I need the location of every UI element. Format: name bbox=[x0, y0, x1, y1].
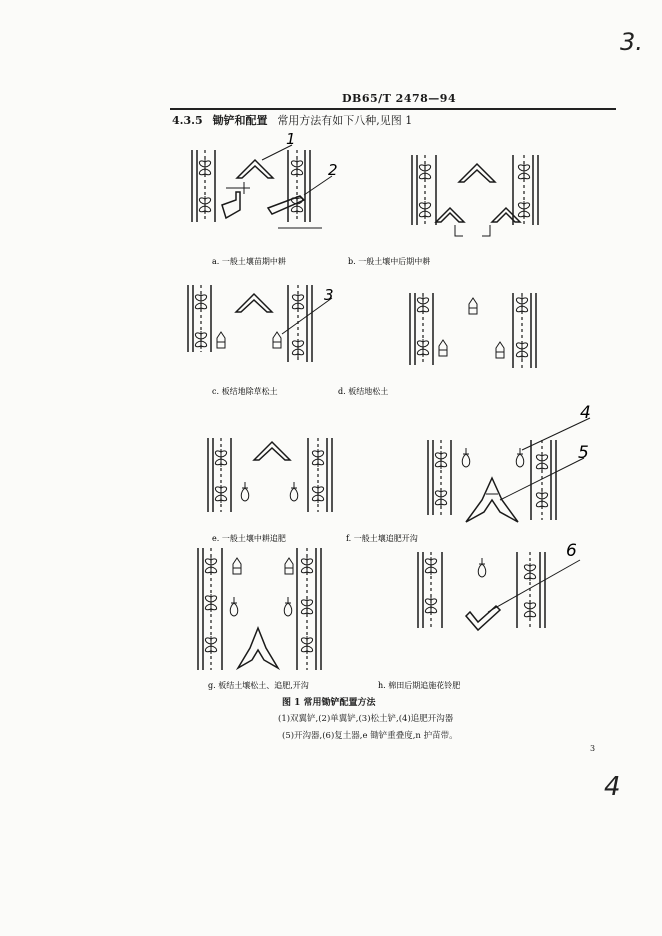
caption-d: d. 板结地松土 bbox=[338, 387, 389, 396]
section-text: 常用方法有如下八种,见图 1 bbox=[277, 114, 413, 127]
panel-a-diagram bbox=[192, 145, 332, 228]
single-wing-shovel-left bbox=[222, 192, 240, 218]
panel-c-diagram bbox=[188, 285, 332, 362]
page-number: 3 bbox=[590, 744, 596, 753]
figure-title: 图 1 常用锄铲配置方法 bbox=[282, 698, 376, 708]
caption-c: c. 板结地除草松土 bbox=[212, 387, 278, 396]
caption-f: f. 一般土壤追肥开沟 bbox=[346, 534, 418, 543]
standard-code-header: DB65/T 2478—94 bbox=[342, 92, 457, 105]
figure-legend-line-1: (1)双翼铲,(2)单翼铲,(3)松土铲,(4)追肥开沟器 bbox=[278, 714, 454, 724]
caption-a: a. 一般土壤苗期中耕 bbox=[212, 257, 286, 266]
figure-legend-line-2: (5)开沟器,(6)复土器,e 锄铲重叠度,n 护苗带。 bbox=[282, 731, 458, 741]
callout-1: 1 bbox=[286, 130, 296, 148]
callout-2: 2 bbox=[328, 161, 338, 179]
panel-g-diagram bbox=[198, 548, 321, 670]
callout-6: 6 bbox=[566, 541, 577, 561]
caption-h: h. 棉田后期追施花铃肥 bbox=[378, 681, 461, 690]
section-number: 4.3.5 bbox=[172, 114, 203, 127]
section-title: 锄铲和配置 bbox=[212, 114, 268, 127]
caption-e: e. 一般土壤中耕追肥 bbox=[212, 534, 286, 543]
callout-5: 5 bbox=[578, 443, 589, 463]
panel-d-diagram bbox=[410, 293, 536, 368]
callout-4: 4 bbox=[580, 403, 591, 423]
handwritten-bottom-mark: 4 bbox=[604, 772, 621, 802]
caption-g: g. 板结土壤松土、追肥,开沟 bbox=[208, 681, 309, 690]
panel-e-diagram bbox=[208, 438, 332, 512]
panel-h-diagram bbox=[418, 552, 580, 630]
caption-b: b. 一般土壤中后期中耕 bbox=[348, 257, 431, 266]
panel-b-diagram bbox=[412, 155, 538, 236]
panel-f-diagram bbox=[428, 418, 590, 522]
handwritten-page-mark: 3. bbox=[620, 28, 643, 56]
callout-3: 3 bbox=[324, 286, 334, 304]
